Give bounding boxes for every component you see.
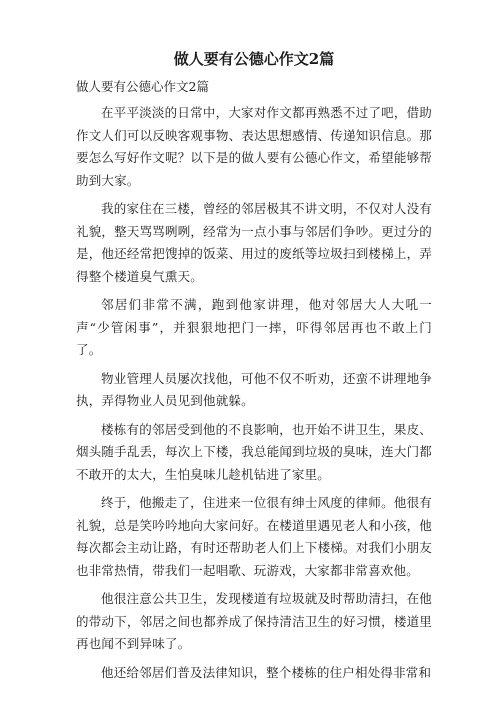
paragraph-3: 邻居们非常不满，跑到他家讲理，他对邻居大人大吼一声“少管闲事”，并狠狠地把门一摔，吓得邻居再也不敢上门了。 bbox=[76, 297, 432, 357]
paragraph-8: 他还给邻居们普及法律知识，整个楼栋的住户相处得非常和 bbox=[101, 664, 432, 680]
paragraph-1: 在平平淡淡的日常中，大家对作文都再熟悉不过了吧，借助作文人们可以反映客观事物、表达思想感情、传递知识信息。那要怎么写好作文呢？以下是的做人要有公德心作文，希望能够帮助到大家。 bbox=[76, 105, 432, 188]
paragraph-4: 物业管理人员屡次找他，可他不仅不听劝，还蛮不讲理地争执，弄得物业人员见到他就躲。 bbox=[76, 370, 432, 408]
paragraph-2: 我的家住在三楼，曾经的邻居极其不讲文明，不仅对人没有礼貌，整天骂骂咧咧，经常为一点小事与邻居们争吵。更过分的是，他还经常把馊掉的饭菜、用过的废纸等垃圾扫到楼梯上，弄得整个楼道臭气熏天。 bbox=[76, 201, 432, 284]
paragraph-6: 终于，他搬走了，住进来一位很有绅士风度的律师。他很有礼貌，总是笑吟吟地向大家问好。在楼道里遇见老人和小孩，他每次都会主动让路，有时还帮助老人们上下楼梯。对我们小朋友也非常热情，带我们一起唱歌、玩游戏，大家都非常喜欢他。 bbox=[76, 495, 432, 578]
paragraph-7: 他很注意公共卫生，发现楼道有垃圾就及时帮助清扫，在他的带动下，邻居之间也都养成了保持清洁卫生的好习惯，楼道里再也闻不到异味了。 bbox=[76, 591, 432, 651]
paragraph-5: 楼栋有的邻居受到他的不良影响，也开始不讲卫生，果皮、烟头随手乱丢，每次上下楼，我总能闻到垃圾的臭味，连大门都不敢开的太大，生怕臭味儿趁机钻进了家里。 bbox=[76, 421, 432, 482]
document-title: 做人要有公德心作文2篇 bbox=[173, 50, 335, 68]
document-subtitle: 做人要有公德心作文2篇 bbox=[76, 79, 209, 94]
